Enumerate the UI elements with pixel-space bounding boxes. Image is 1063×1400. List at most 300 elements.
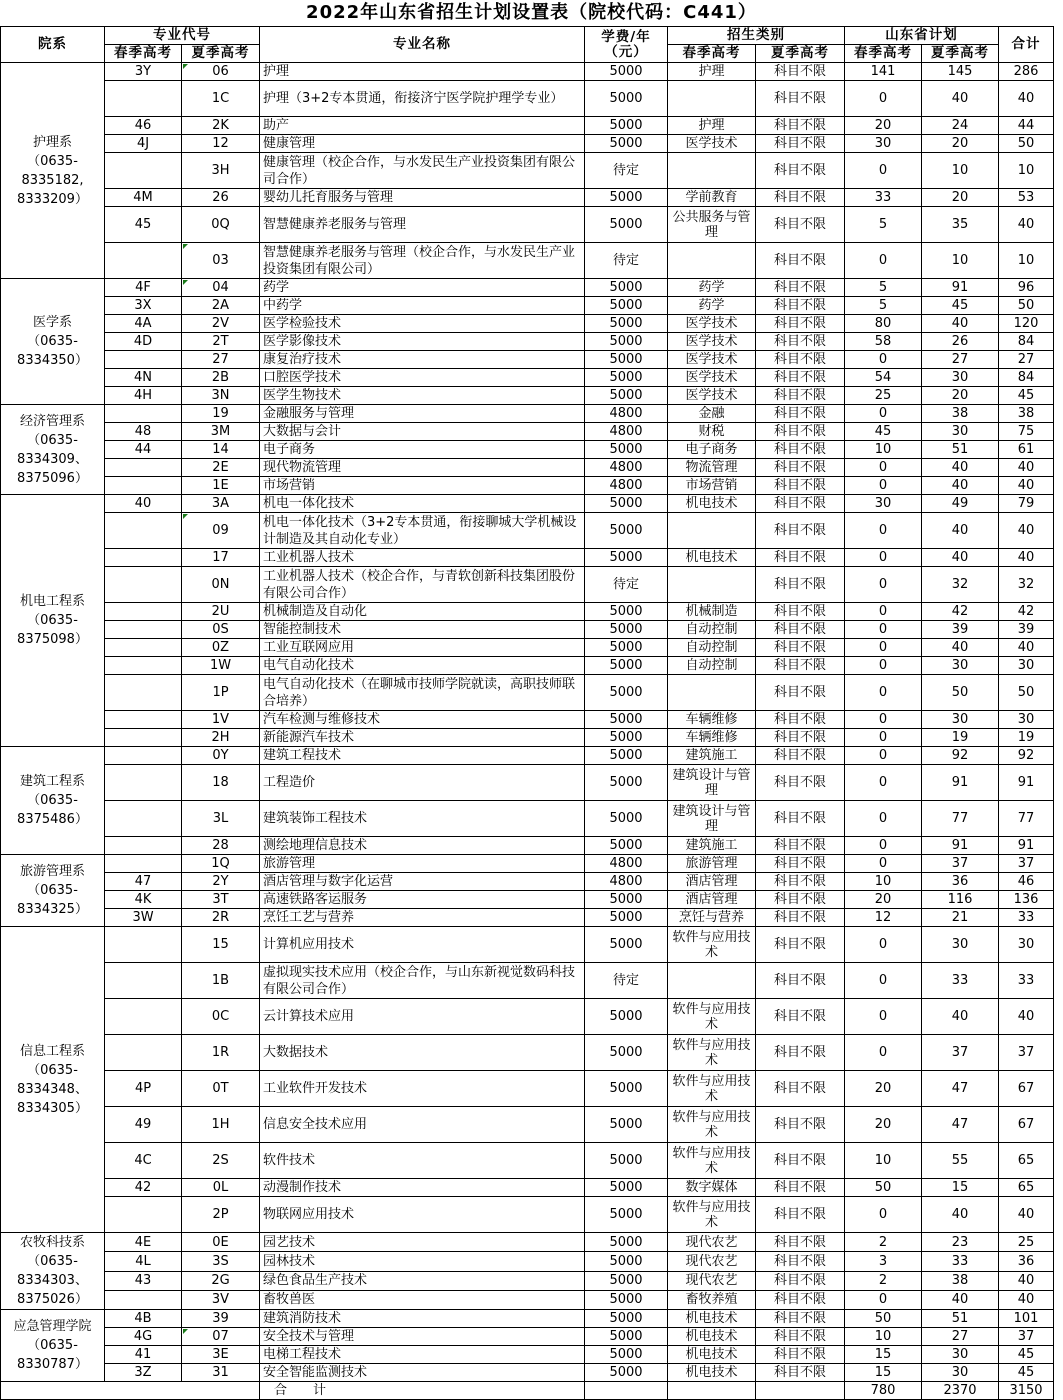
header-code-spring: 春季高考 (105, 45, 182, 63)
table-body (1, 63, 1054, 1382)
department-phone-line: （0635- (27, 334, 78, 349)
summer-category: 科目不限 (756, 675, 845, 711)
summer-plan: 20 (922, 189, 999, 207)
summer-code: 2Y (182, 873, 260, 891)
table-row (1, 189, 1054, 207)
row-total: 37 (999, 1035, 1054, 1071)
spring-code: 3Y (105, 63, 182, 81)
row-total: 67 (999, 1071, 1054, 1107)
row-total: 40 (999, 1271, 1054, 1290)
spring-code (105, 243, 182, 279)
totals-blank (1, 1382, 260, 1400)
summer-plan: 30 (922, 1346, 999, 1364)
summer-plan: 40 (922, 999, 999, 1035)
tuition: 5000 (585, 135, 668, 153)
spring-code: 4M (105, 189, 182, 207)
summer-code: 2K (182, 117, 260, 135)
spring-category: 医学技术 (668, 369, 756, 387)
spring-plan: 0 (845, 747, 922, 765)
summer-plan: 40 (922, 459, 999, 477)
spring-plan: 45 (845, 423, 922, 441)
row-total: 36 (999, 1252, 1054, 1271)
tuition: 待定 (585, 243, 668, 279)
summer-code: 18 (182, 765, 260, 801)
spring-code (105, 711, 182, 729)
spring-category: 医学技术 (668, 315, 756, 333)
spring-code: 4D (105, 333, 182, 351)
major-name: 医学影像技术 (260, 333, 585, 351)
spring-code (105, 621, 182, 639)
major-name: 电子商务 (260, 441, 585, 459)
summer-category: 科目不限 (756, 495, 845, 513)
summer-category: 科目不限 (756, 459, 845, 477)
spring-plan: 0 (845, 711, 922, 729)
spring-code: 42 (105, 1179, 182, 1197)
spring-plan: 0 (845, 801, 922, 837)
summer-category: 科目不限 (756, 1346, 845, 1364)
totals-summer: 2370 (922, 1382, 999, 1400)
summer-code: 03 (182, 243, 260, 279)
tuition: 5000 (585, 747, 668, 765)
summer-code: 0Z (182, 639, 260, 657)
table-row (1, 603, 1054, 621)
summer-plan: 116 (922, 891, 999, 909)
table-row (1, 1035, 1054, 1071)
major-name: 工程造价 (260, 765, 585, 801)
spring-plan: 0 (845, 513, 922, 549)
summer-plan: 23 (922, 1233, 999, 1252)
major-name: 助产 (260, 117, 585, 135)
spring-plan: 33 (845, 189, 922, 207)
tuition: 5000 (585, 999, 668, 1035)
summer-category: 科目不限 (756, 801, 845, 837)
spring-plan: 20 (845, 1107, 922, 1143)
tuition: 5000 (585, 1035, 668, 1071)
spring-category: 软件与应用技术 (668, 1143, 756, 1179)
header-name: 专业名称 (260, 27, 585, 63)
spring-category: 机电技术 (668, 549, 756, 567)
spring-category: 酒店管理 (668, 891, 756, 909)
major-name: 中药学 (260, 297, 585, 315)
spring-plan: 0 (845, 855, 922, 873)
summer-plan: 47 (922, 1071, 999, 1107)
summer-plan: 36 (922, 873, 999, 891)
header-fee (585, 27, 668, 63)
spring-category: 软件与应用技术 (668, 999, 756, 1035)
major-name: 旅游管理 (260, 855, 585, 873)
department-phone-line: 8334309、 (17, 451, 88, 467)
spring-plan: 0 (845, 837, 922, 855)
spring-category: 医学技术 (668, 351, 756, 369)
tuition: 5000 (585, 621, 668, 639)
tuition: 5000 (585, 315, 668, 333)
table-row (1, 1197, 1054, 1233)
summer-code: 39 (182, 1310, 260, 1328)
page-title: 2022年山东省招生计划设置表（院校代码：C441） (306, 2, 757, 23)
header-category: 招生类别 (668, 27, 845, 45)
department-cell (1, 495, 105, 747)
summer-plan: 15 (922, 1179, 999, 1197)
header-cat-spring: 春季高考 (668, 45, 756, 63)
spring-code (105, 459, 182, 477)
table-row (1, 387, 1054, 405)
summer-category: 科目不限 (756, 81, 845, 117)
tuition: 5000 (585, 495, 668, 513)
summer-category: 科目不限 (756, 297, 845, 315)
tuition: 5000 (585, 1310, 668, 1328)
spring-category: 软件与应用技术 (668, 1107, 756, 1143)
tuition: 5000 (585, 297, 668, 315)
header-cat-summer: 夏季高考 (756, 45, 845, 63)
major-name: 现代物流管理 (260, 459, 585, 477)
spring-code (105, 801, 182, 837)
spring-code: 4H (105, 387, 182, 405)
spring-code (105, 927, 182, 963)
row-total: 65 (999, 1179, 1054, 1197)
summer-category: 科目不限 (756, 1328, 845, 1346)
summer-code: 2S (182, 1143, 260, 1179)
spring-category: 建筑施工 (668, 837, 756, 855)
row-total: 92 (999, 747, 1054, 765)
spring-plan: 0 (845, 81, 922, 117)
spring-code (105, 549, 182, 567)
spring-category (668, 243, 756, 279)
major-name: 大数据技术 (260, 1035, 585, 1071)
table-row (1, 963, 1054, 999)
spring-category: 市场营销 (668, 477, 756, 495)
spring-plan: 0 (845, 639, 922, 657)
major-name: 测绘地理信息技术 (260, 837, 585, 855)
spring-plan: 0 (845, 1035, 922, 1071)
major-name: 高速铁路客运服务 (260, 891, 585, 909)
summer-category: 科目不限 (756, 639, 845, 657)
major-name: 动漫制作技术 (260, 1179, 585, 1197)
summer-plan: 92 (922, 747, 999, 765)
department-cell (1, 1233, 105, 1310)
totals-row (1, 1382, 1054, 1400)
spring-code: 3X (105, 297, 182, 315)
summer-plan: 27 (922, 351, 999, 369)
summer-category: 科目不限 (756, 1035, 845, 1071)
summer-plan: 10 (922, 153, 999, 189)
summer-category: 科目不限 (756, 999, 845, 1035)
department-phone-line: （0635- (27, 883, 78, 898)
spring-code (105, 657, 182, 675)
header-fee-line2: （元） (604, 43, 648, 60)
spring-plan: 0 (845, 621, 922, 639)
row-total: 91 (999, 765, 1054, 801)
tuition: 5000 (585, 189, 668, 207)
department-name: 经济管理系 (19, 413, 85, 429)
summer-plan: 40 (922, 477, 999, 495)
department-name: 旅游管理系 (19, 864, 85, 879)
major-name: 机械制造及自动化 (260, 603, 585, 621)
spring-category (668, 513, 756, 549)
spring-code: 46 (105, 117, 182, 135)
summer-category: 科目不限 (756, 477, 845, 495)
table-row (1, 459, 1054, 477)
tuition: 4800 (585, 477, 668, 495)
spring-plan: 0 (845, 351, 922, 369)
spring-category: 护理 (668, 63, 756, 81)
tuition: 4800 (585, 855, 668, 873)
tuition: 5000 (585, 891, 668, 909)
summer-category: 科目不限 (756, 405, 845, 423)
spring-plan: 0 (845, 657, 922, 675)
tuition: 5000 (585, 1179, 668, 1197)
summer-plan: 40 (922, 81, 999, 117)
spring-code: 47 (105, 873, 182, 891)
summer-plan: 40 (922, 549, 999, 567)
spring-category: 财税 (668, 423, 756, 441)
major-name: 建筑工程技术 (260, 747, 585, 765)
row-total: 286 (999, 63, 1054, 81)
summer-plan: 35 (922, 207, 999, 243)
tuition: 5000 (585, 1107, 668, 1143)
spring-code: 4L (105, 1252, 182, 1271)
tuition: 5000 (585, 441, 668, 459)
summer-code: 3M (182, 423, 260, 441)
summer-category: 科目不限 (756, 927, 845, 963)
department-name: 信息工程系 (19, 1043, 85, 1059)
summer-plan: 40 (922, 639, 999, 657)
summer-category: 科目不限 (756, 369, 845, 387)
major-name: 安全技术与管理 (260, 1328, 585, 1346)
summer-category: 科目不限 (756, 855, 845, 873)
spring-category: 物流管理 (668, 459, 756, 477)
summer-code: 2B (182, 369, 260, 387)
spring-plan: 20 (845, 117, 922, 135)
row-total: 84 (999, 369, 1054, 387)
spring-plan: 0 (845, 567, 922, 603)
summer-code: 2E (182, 459, 260, 477)
summer-code: 1C (182, 81, 260, 117)
table-row (1, 495, 1054, 513)
row-total: 96 (999, 279, 1054, 297)
spring-plan: 0 (845, 477, 922, 495)
summer-code: 0C (182, 999, 260, 1035)
department-phone-line: 8334350） (17, 353, 88, 368)
spring-plan: 50 (845, 1179, 922, 1197)
summer-category: 科目不限 (756, 549, 845, 567)
table-row (1, 1346, 1054, 1364)
spring-code (105, 567, 182, 603)
spring-category: 医学技术 (668, 387, 756, 405)
spring-code (105, 1290, 182, 1309)
table-row (1, 765, 1054, 801)
summer-category: 科目不限 (756, 207, 845, 243)
major-name: 机电一体化技术 (260, 495, 585, 513)
spring-code: 4P (105, 1071, 182, 1107)
summer-plan: 30 (922, 711, 999, 729)
summer-plan: 30 (922, 369, 999, 387)
spring-code: 40 (105, 495, 182, 513)
row-total: 40 (999, 999, 1054, 1035)
table-row (1, 711, 1054, 729)
summer-category: 科目不限 (756, 1233, 845, 1252)
header-code-summer: 夏季高考 (182, 45, 260, 63)
spring-code: 4A (105, 315, 182, 333)
spring-category: 电子商务 (668, 441, 756, 459)
spring-category: 软件与应用技术 (668, 1071, 756, 1107)
table-row (1, 657, 1054, 675)
summer-category: 科目不限 (756, 117, 845, 135)
spring-plan: 54 (845, 369, 922, 387)
row-total: 40 (999, 81, 1054, 117)
totals-total: 3150 (999, 1382, 1054, 1400)
summer-category: 科目不限 (756, 423, 845, 441)
summer-category: 科目不限 (756, 135, 845, 153)
summer-category: 科目不限 (756, 891, 845, 909)
major-name: 绿色食品生产技术 (260, 1271, 585, 1290)
department-phone-line: （0635- (27, 1254, 78, 1269)
spring-category (668, 963, 756, 999)
summer-category: 科目不限 (756, 63, 845, 81)
major-name: 护理（3+2专本贯通，衔接济宁医学院护理学专业） (260, 81, 585, 117)
major-name: 医学生物技术 (260, 387, 585, 405)
department-name: 医学系 (32, 315, 72, 330)
spring-plan: 0 (845, 153, 922, 189)
summer-category: 科目不限 (756, 963, 845, 999)
row-total: 40 (999, 639, 1054, 657)
major-name: 机电一体化技术（3+2专本贯通，衔接聊城大学机械设计制造及其自动化专业） (260, 513, 585, 549)
spring-category: 机电技术 (668, 1310, 756, 1328)
spring-code (105, 639, 182, 657)
major-name: 酒店管理与数字化运营 (260, 873, 585, 891)
major-name: 口腔医学技术 (260, 369, 585, 387)
row-total: 50 (999, 135, 1054, 153)
header-total: 合计 (999, 27, 1054, 63)
spring-category: 软件与应用技术 (668, 1035, 756, 1071)
spring-plan: 0 (845, 1290, 922, 1309)
department-phone-line: 8334325） (17, 902, 88, 917)
table-row (1, 1364, 1054, 1382)
summer-plan: 55 (922, 1143, 999, 1179)
tuition: 5000 (585, 1252, 668, 1271)
spring-category (668, 153, 756, 189)
summer-code: 0S (182, 621, 260, 639)
department-phone-line: 8335182, (21, 172, 84, 188)
department-cell (1, 747, 105, 855)
summer-code: 0T (182, 1071, 260, 1107)
spring-code (105, 351, 182, 369)
row-total: 30 (999, 927, 1054, 963)
tuition: 5000 (585, 513, 668, 549)
spring-plan: 5 (845, 279, 922, 297)
department-phone-line: （0635- (27, 153, 78, 169)
spring-category: 自动控制 (668, 639, 756, 657)
row-total: 46 (999, 873, 1054, 891)
tuition: 5000 (585, 387, 668, 405)
department-phone-line: （0635- (27, 432, 78, 448)
summer-category: 科目不限 (756, 441, 845, 459)
spring-category: 自动控制 (668, 621, 756, 639)
spring-category: 建筑施工 (668, 747, 756, 765)
tuition: 5000 (585, 711, 668, 729)
department-cell (1, 855, 105, 927)
summer-plan: 30 (922, 927, 999, 963)
spring-category: 烹饪与营养 (668, 909, 756, 927)
summer-category: 科目不限 (756, 873, 845, 891)
summer-code: 3A (182, 495, 260, 513)
summer-plan: 26 (922, 333, 999, 351)
tuition: 5000 (585, 117, 668, 135)
spring-code (105, 729, 182, 747)
summer-category: 科目不限 (756, 909, 845, 927)
table-row (1, 477, 1054, 495)
spring-code (105, 153, 182, 189)
department-phone-line: 8375096） (17, 470, 88, 486)
department-cell (1, 279, 105, 405)
summer-plan: 51 (922, 1310, 999, 1328)
major-name: 虚拟现实技术应用（校企合作，与山东新视觉数码科技有限公司合作） (260, 963, 585, 999)
summer-plan: 38 (922, 1271, 999, 1290)
summer-code: 1W (182, 657, 260, 675)
tuition: 5000 (585, 549, 668, 567)
spring-code: 4B (105, 1310, 182, 1328)
spring-code (105, 477, 182, 495)
table-row (1, 297, 1054, 315)
summer-category: 科目不限 (756, 603, 845, 621)
row-total: 40 (999, 513, 1054, 549)
major-name: 工业软件开发技术 (260, 1071, 585, 1107)
table-row (1, 927, 1054, 963)
spring-plan: 12 (845, 909, 922, 927)
spring-code: 4J (105, 135, 182, 153)
table-row (1, 621, 1054, 639)
summer-category: 科目不限 (756, 279, 845, 297)
spring-category: 药学 (668, 279, 756, 297)
spring-code (105, 747, 182, 765)
table-row (1, 207, 1054, 243)
summer-plan: 39 (922, 621, 999, 639)
table-row (1, 639, 1054, 657)
tuition: 5000 (585, 1328, 668, 1346)
tuition: 5000 (585, 1271, 668, 1290)
department-phone-line: 8330787） (17, 1357, 88, 1372)
tuition: 4800 (585, 873, 668, 891)
department-cell (1, 927, 105, 1233)
summer-code: 09 (182, 513, 260, 549)
summer-category: 科目不限 (756, 1310, 845, 1328)
summer-plan: 37 (922, 1035, 999, 1071)
tuition: 5000 (585, 207, 668, 243)
major-name: 园艺技术 (260, 1233, 585, 1252)
summer-code: 07 (182, 1328, 260, 1346)
spring-code (105, 855, 182, 873)
row-total: 33 (999, 963, 1054, 999)
row-total: 40 (999, 1290, 1054, 1309)
summer-code: 3S (182, 1252, 260, 1271)
spring-plan: 15 (845, 1364, 922, 1382)
summer-plan: 30 (922, 1364, 999, 1382)
table-row (1, 747, 1054, 765)
summer-category: 科目不限 (756, 1071, 845, 1107)
department-name: 应急管理学院 (13, 1319, 92, 1334)
department-phone-line: 8375026） (17, 1292, 88, 1307)
major-name: 药学 (260, 279, 585, 297)
table-row (1, 1290, 1054, 1309)
row-total: 32 (999, 567, 1054, 603)
row-total: 42 (999, 603, 1054, 621)
summer-category: 科目不限 (756, 1143, 845, 1179)
spring-plan: 58 (845, 333, 922, 351)
summer-category: 科目不限 (756, 1290, 845, 1309)
major-name: 建筑装饰工程技术 (260, 801, 585, 837)
summer-code: 1B (182, 963, 260, 999)
table-row (1, 63, 1054, 81)
table-row (1, 1252, 1054, 1271)
